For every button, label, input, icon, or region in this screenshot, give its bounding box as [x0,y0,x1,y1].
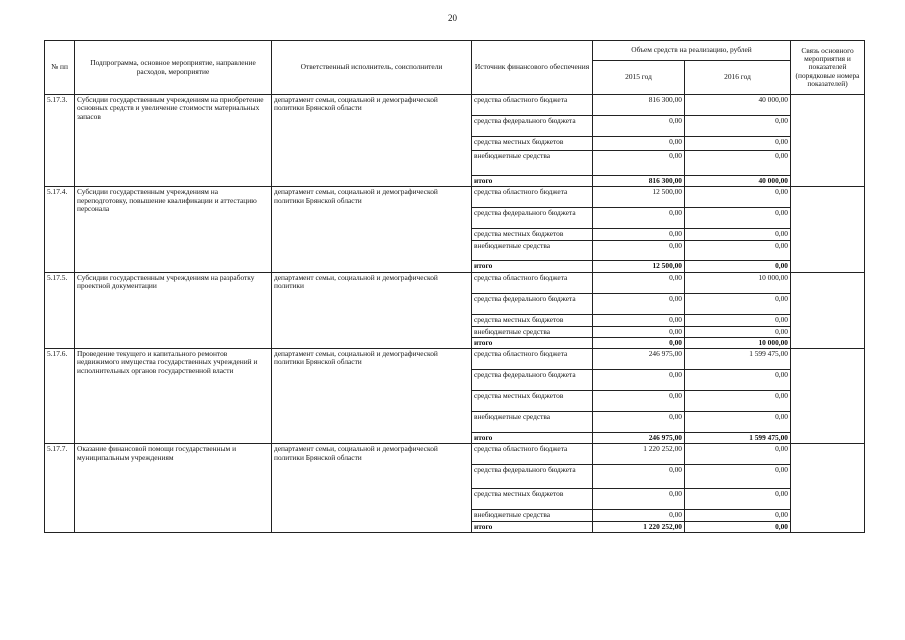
row-title: Оказание финансовой помощи государственным и муниципальным учреждениям [75,444,272,533]
amount-2016: 0,00 [685,489,791,510]
amount-2016: 0,00 [685,116,791,137]
row-title: Субсидии государственным учреждениям на приобретение основных средств и увеличение стоимости материальных запасов [75,95,272,187]
amount-2015: 12 500,00 [593,187,685,208]
amount-2015: 816 300,00 [593,176,685,187]
row-title: Субсидии государственным учреждениям на разработку проектной документации [75,272,272,349]
amount-2015: 246 975,00 [593,433,685,444]
amount-2015: 0,00 [593,337,685,348]
row-executor: департамент семьи, социальной и демографической политики Брянской области [272,95,472,187]
amount-2016: 0,00 [685,208,791,229]
funding-source: итого [472,433,593,444]
amount-2015: 0,00 [593,465,685,489]
page-number: 20 [448,13,457,23]
indicator-link [791,95,865,187]
indicator-link [791,444,865,533]
amount-2016: 0,00 [685,229,791,241]
amount-2015: 0,00 [593,137,685,151]
amount-2016: 0,00 [685,444,791,465]
amount-2015: 0,00 [593,229,685,241]
funding-source: средства федерального бюджета [472,208,593,229]
amount-2015: 0,00 [593,293,685,314]
funding-source: средства федерального бюджета [472,370,593,391]
header-year-2015: 2015 год [593,61,685,95]
amount-2015: 0,00 [593,489,685,510]
row-number: 5.17.4. [45,187,75,272]
funding-source: средства местных бюджетов [472,391,593,412]
row-executor: департамент семьи, социальной и демографической политики Брянской области [272,444,472,533]
amount-2016: 0,00 [685,326,791,337]
table-row [45,187,865,208]
amount-2015: 1 220 252,00 [593,444,685,465]
funding-source: внебюджетные средства [472,241,593,261]
indicator-link [791,272,865,349]
funding-source: средства областного бюджета [472,444,593,465]
amount-2015: 0,00 [593,314,685,326]
funding-source: итого [472,176,593,187]
indicator-link [791,349,865,444]
financing-table [44,40,865,533]
amount-2015: 0,00 [593,412,685,433]
amount-2016: 1 599 475,00 [685,433,791,444]
amount-2015: 1 220 252,00 [593,521,685,532]
amount-2015: 246 975,00 [593,349,685,370]
amount-2016: 0,00 [685,187,791,208]
amount-2016: 0,00 [685,391,791,412]
funding-source: средства местных бюджетов [472,137,593,151]
amount-2015: 12 500,00 [593,261,685,272]
funding-source: внебюджетные средства [472,510,593,521]
amount-2016: 0,00 [685,151,791,176]
amount-2016: 0,00 [685,137,791,151]
amount-2015: 0,00 [593,151,685,176]
funding-source: средства федерального бюджета [472,293,593,314]
amount-2016: 0,00 [685,412,791,433]
amount-2016: 0,00 [685,370,791,391]
row-title: Проведение текущего и капитального ремонтов недвижимого имущества государственных учреждений и исполнительных органов государственной власти [75,349,272,444]
amount-2016: 0,00 [685,241,791,261]
header-volume: Объем средств на реализацию, рублей [593,41,791,61]
funding-source: средства федерального бюджета [472,465,593,489]
funding-source: средства областного бюджета [472,349,593,370]
table-row [45,349,865,370]
indicator-link [791,187,865,272]
amount-2016: 0,00 [685,465,791,489]
amount-2015: 0,00 [593,272,685,293]
funding-source: итого [472,337,593,348]
amount-2016: 40 000,00 [685,176,791,187]
funding-source: средства областного бюджета [472,187,593,208]
table-row [45,444,865,465]
row-executor: департамент семьи, социальной и демографической политики Брянской области [272,349,472,444]
funding-source: внебюджетные средства [472,326,593,337]
table-row [45,95,865,116]
header-source: Источник финансового обеспечения [472,41,593,95]
amount-2015: 816 300,00 [593,95,685,116]
header-subprogram: Подпрограмма, основное мероприятие, направление расходов, мероприятие [75,41,272,95]
amount-2016: 10 000,00 [685,272,791,293]
row-number: 5.17.5. [45,272,75,349]
funding-source: внебюджетные средства [472,151,593,176]
amount-2015: 0,00 [593,391,685,412]
funding-source: средства местных бюджетов [472,229,593,241]
funding-source: итого [472,521,593,532]
table-row [45,272,865,293]
funding-source: средства федерального бюджета [472,116,593,137]
header-link: Связь основного мероприятия и показателей (порядковые номера показателей) [791,41,865,95]
amount-2015: 0,00 [593,326,685,337]
row-number: 5.17.7. [45,444,75,533]
row-executor: департамент семьи, социальной и демографической политики [272,272,472,349]
amount-2016: 10 000,00 [685,337,791,348]
amount-2016: 0,00 [685,314,791,326]
amount-2016: 40 000,00 [685,95,791,116]
row-number: 5.17.3. [45,95,75,187]
funding-source: итого [472,261,593,272]
funding-source: средства местных бюджетов [472,314,593,326]
header-executor: Ответственный исполнитель, соисполнители [272,41,472,95]
amount-2015: 0,00 [593,116,685,137]
row-number: 5.17.6. [45,349,75,444]
amount-2016: 0,00 [685,521,791,532]
funding-source: средства областного бюджета [472,95,593,116]
header-no: № пп [45,41,75,95]
amount-2015: 0,00 [593,208,685,229]
row-title: Субсидии государственным учреждениям на переподготовку, повышение квалификации и аттестацию персонала [75,187,272,272]
amount-2016: 0,00 [685,293,791,314]
amount-2016: 0,00 [685,261,791,272]
amount-2016: 1 599 475,00 [685,349,791,370]
funding-source: внебюджетные средства [472,412,593,433]
row-executor: департамент семьи, социальной и демографической политики Брянской области [272,187,472,272]
amount-2016: 0,00 [685,510,791,521]
amount-2015: 0,00 [593,510,685,521]
funding-source: средства областного бюджета [472,272,593,293]
funding-source: средства местных бюджетов [472,489,593,510]
amount-2015: 0,00 [593,370,685,391]
header-year-2016: 2016 год [685,61,791,95]
amount-2015: 0,00 [593,241,685,261]
table-body [45,95,865,533]
